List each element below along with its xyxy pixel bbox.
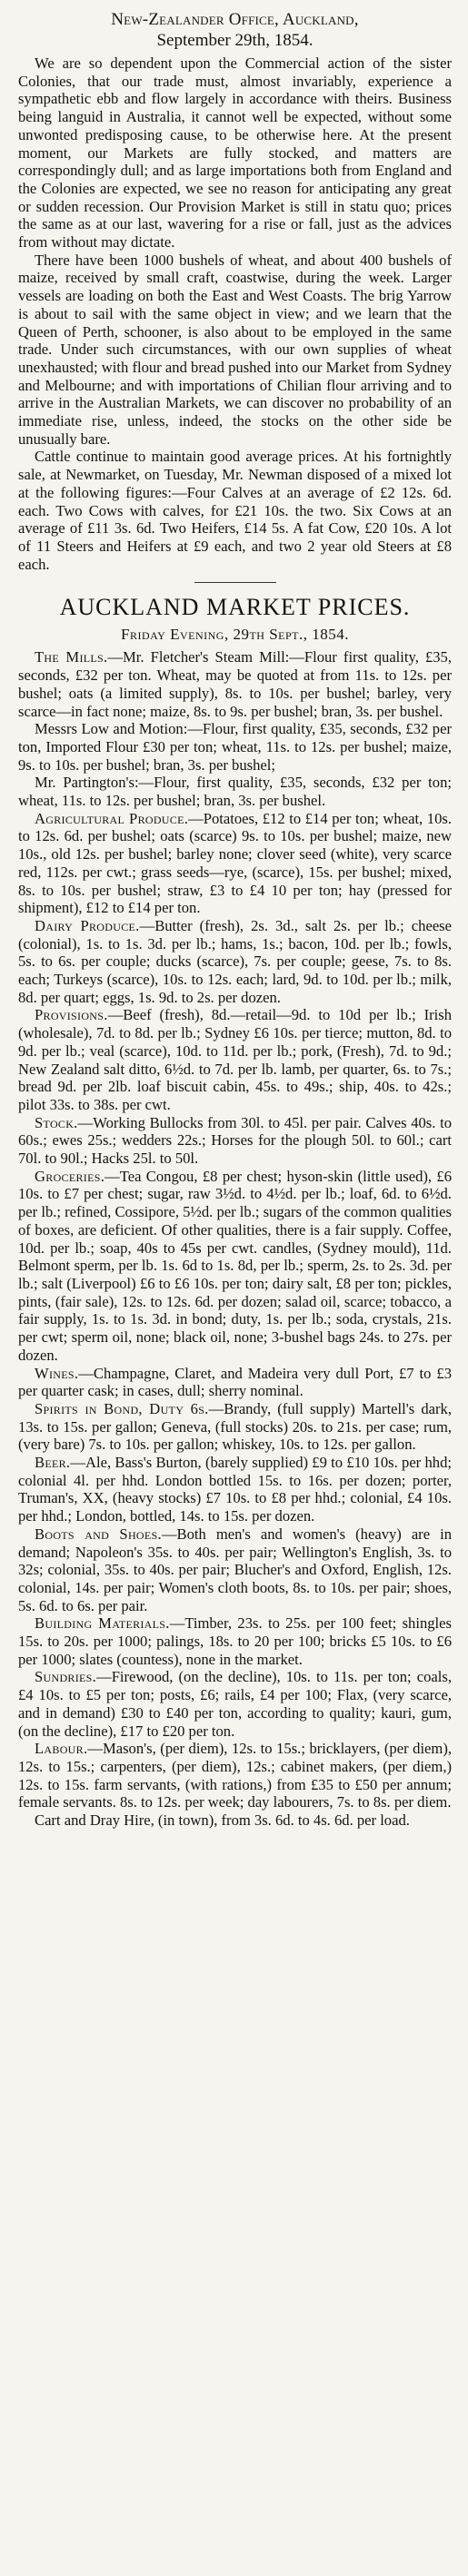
price-entry-stock [18, 1114, 452, 1168]
entry-text: —Firewood, (on the decline), 10s. to 11s. per ton; coals, £4 10s. to £5 per ton; posts, £6; rails, £4 per 100; Flax, (very scarce, and in demand) £30 to £40 per ton, according to quality; kauri, gum, (on the decline), £17 to £20 per ton. [18, 1668, 452, 1740]
entry-label: Labour. [35, 1740, 88, 1758]
price-entry-sundries [18, 1668, 452, 1740]
price-entry-labour [18, 1740, 452, 1811]
price-entry-dairy-produce [18, 917, 452, 1007]
price-entry-provisions [18, 1006, 452, 1113]
entry-text: —Potatoes, £12 to £14 per ton; wheat, 10s. to 12s. 6d. per bushel; oats (scarce) 9s. to 10s. per bushel; maize, new 10s., old 12s. per bushel; barley none; clover seed (white), very scarce red, 112s. per cwt.; grass seeds—rye, (scarce), 15s. per bushel; mixed, 8s. to 10s. per bushel; straw, £3 to £4 10 per ton; hay (pressed for shipment), £12 to £14 per ton. [18, 809, 453, 917]
price-entry-low-and-motion [18, 720, 452, 774]
market-prices-heading: AUCKLAND MARKET PRICES. [59, 594, 411, 621]
entry-label: Beer. [35, 1454, 71, 1472]
entry-text: —Mason's, (per diem), 12s. to 15s.; bricklayers, (per diem), 12s. to 15s.; carpenters, (per diem), 12s.; cabinet makers, (per diem,) 12s. to 15s. farm servants, (with rations,) from £35 to £50 per annum; female servants. 8s. to 12s. per week; day labourers, 7s. to 8s. per diem. [18, 1740, 452, 1811]
price-entry-cart-hire [18, 1811, 452, 1830]
entry-label: Groceries. [35, 1167, 105, 1185]
market-price-list [18, 648, 452, 1829]
commercial-paragraph: We are so dependent upon the Commercial action of the sister Colonies, that our trade must, almost invariably, experience a sympathetic ebb and flow largely in accordance with theirs. Business being languid in Australia, it cannot well be expected, without some unwonted predisposing cause, to be otherwise here. At the present moment, our Markets are fully stocked, and matters are correspondingly dull; and as large importations both from England and the Colonies are expected, we see no reason for anticipating any great or sudden recession. Our Provision Market is still in statu quo; prices the same as at our last, wavering for a rise or fall, just as the advices from without may dictate. [18, 54, 452, 252]
entry-label: Building Materials. [35, 1614, 170, 1633]
entry-text: —Champagne, Claret, and Madeira very dull Port, £7 to £3 per quarter cask; in cases, dull; sherry nominal. [18, 1364, 452, 1400]
entry-text: Messrs Low and Motion:—Flour, first quality, £35, seconds, £32 per ton, Imported Flour £30 per ton; wheat, 11s. to 12s. per bushel; maize, 9s. to 10s. per bushel; bran, 3s. per bushel; [18, 720, 452, 774]
entry-label: Wines. [35, 1364, 79, 1382]
entry-text: —Brandy, (full supply) Martell's dark, 13s. to 15s. per gallon; Geneva, (full stocks) 20s. to 21s. per case; rum, (very bare) 7s. to 10s. per gallon; whiskey, 10s. to 12s. per gallon. [18, 1399, 452, 1454]
section-divider [194, 582, 276, 583]
price-entry-mills [18, 648, 452, 720]
entry-text: —Mr. Fletcher's Steam Mill:—Flour first quality, £35, seconds, £32 per ton. Wheat, may be quoted at from 11s. to 12s. per bushel; oats (a limited supply), 8s. to 10s. per bushel; barley, very scarce—in fact none; maize, 8s. to 9s. per bushel; bran, 3s. per bushel. [18, 648, 452, 720]
entry-label: Spirits in Bond, Duty 6s. [35, 1399, 209, 1417]
entry-text: —Butter (fresh), 2s. 3d., salt 2s. per lb.; cheese (colonial), 1s. to 1s. 3d. per lb.; hams, 1s.; bacon, 10d. per lb.; fowls, 5s. to 6s. per couple; ducks (scarce), 7s. per couple; geese, 7s. to 8s. each; Turkeys (scarce), 10s. to 12s. each; lard, 9d. to 10d. per lb.; milk, 8d. per quart; eggs, 1s. 9d. to 2s. per dozen. [18, 916, 453, 1006]
entry-text: Cart and Dray Hire, (in town), from 3s. 6d. to 4s. 6d. per load. [35, 1811, 410, 1830]
entry-label: Agricultural Produce. [35, 809, 189, 827]
entry-text: —Beef (fresh), 8d.—retail—9d. to 10d per lb.; Irish (wholesale), 7d. to 8d. per lb.; Sydney £6 10s. per tierce; mutton, 8d. to 9d. per lb.; veal (scarce), 10d. to 11d. per lb.; pork, (Fresh), 7d. to 9d.; New Zealand salt ditto, 6½d. to 7d. per lb. lamb, per quarter, 6s. to 7s.; bread 9d. per 2lb. loaf biscuit cabin, 45s. to 49s.; ship, 40s. to 42s.; pilot 33s. to 38s. per cwt. [18, 1006, 452, 1113]
price-entry-groceries [18, 1168, 452, 1365]
dateline-date: September 29th, 1854. [156, 31, 314, 50]
price-entry-beer [18, 1454, 452, 1525]
price-entry-boots-and-shoes [18, 1525, 452, 1615]
entry-label: Provisions. [35, 1006, 108, 1024]
entry-text: —Both men's and women's (heavy) are in demand; Napoleon's 35s. to 40s. per pair; Wellington's English, 3s. to 32s; colonial, 35s. to 40s. per pair; Blucher's and Oxford, English, 12s. colonial, 14s. per pair; Women's cloth boots, 8s. to 10s. per pair; shoes, 5s. 6d. to 6s. per pair. [18, 1525, 452, 1614]
entry-label: The Mills. [35, 648, 108, 666]
price-entry-partington [18, 774, 452, 809]
price-entry-wines [18, 1365, 452, 1400]
dateline [18, 9, 452, 51]
entry-label: Boots and Shoes. [35, 1525, 162, 1543]
entry-text: —Tea Congou, £8 per chest; hyson-skin (little used), £6 10s. to £7 per chest; sugar, raw 3½d. to 4½d. per lb.; loaf, 6d. to 6½d. per lb.; refined, Cossipore, 5½d. per lb.; sugars of the common qualities of boxes, are deficient. Of other qualities, there is a fair supply. Coffee, 10d. per lb.; soap, 40s to 45s per cwt. candles, (Sydney mould), 11d. Belmont sperm, per lb. 1s. 6d to 1s. 8d, per lb.; sperm, 2s. to 2s. 3d. per lb.; salt (Liverpool) £6 to £6 10s. per ton; dairy salt, £8 per ton; pickles, pints, (fair sale), 12s. to 12s. 6d. per dozen; salad oil, scarce; tobacco, a fair supply, 1s. to 1s. 3d. in bond; duty, 1s. per lb.; soda, crystals, 21s. per cwt; sperm oil, none; black oil, none; 3-bushel bags 24s. to 27s. per dozen. [18, 1167, 452, 1364]
entry-label: Stock. [35, 1113, 78, 1131]
entry-text: Mr. Partington's:—Flour, first quality, £35, seconds, £32 per ton; wheat, 11s. to 12s. per bushel; bran, 3s. per bushel. [18, 774, 452, 810]
price-entry-agricultural-produce [18, 810, 452, 917]
commercial-paragraph: There have been 1000 bushels of wheat, and about 400 bushels of maize, received by small craft, coastwise, during the week. Larger vessels are loading on both the East and West Coasts. The brig Yarrow is about to sail with the same object in view; and we learn that the Queen of Perth, schooner, is also about to be employed in the same trade. Under such circumstances, with our own supplies of wheat unexhausted; with flour and bread pushed into our Market from Sydney and Melbourne; and with importations of Chilian flour arriving and to arrive in the Australian Markets, we can discover no probability of an immediate rise, unless, indeed, the stocks on the other side be unusually bare. [18, 251, 452, 448]
price-entry-spirits [18, 1400, 452, 1454]
commercial-paragraph: Cattle continue to maintain good average prices. At his fortnightly sale, at Newmarket, on Tuesday, Mr. Newman disposed of a mixed lot at the following figures:—Four Calves at an average of £2 12s. 6d. each. Two Cows with calves, for £21 10s. the two. Six Cows at an average of £11 3s. 6d. Two Heifers, £14 5s. A fat Cow, £20 10s. A lot of 11 Steers and Heifers at £9 each, and two 2 year old Steers at £8 each. [18, 448, 452, 573]
entry-label: Sundries. [35, 1668, 97, 1686]
entry-text: —Timber, 23s. to 25s. per 100 feet; shingles 15s. to 20s. per 1000; palings, 18s. to 20 per 100; bricks £5 10s. to £6 per 1000; slates (countess), none in the market. [18, 1614, 452, 1668]
entry-label: Dairy Produce. [35, 916, 140, 934]
entry-text: —Working Bullocks from 30l. to 45l. per pair. Calves 40s. to 60s.; ewes 25s.; wedders 22s.; Horses for the plough 50l. to 60l.; cart 70l. to 90l.; Hacks 25l. to 50l. [18, 1113, 452, 1168]
dateline-office: New-Zealander Office, Auckland, [111, 10, 359, 29]
entry-text: —Ale, Bass's Burton, (barely supplied) £9 to £10 10s. per hhd; colonial 4l. per hhd. London bottled 15s. to 16s. per dozen; porter, Truman's, XX, (heavy stocks) £7 10s. to £8 per hhd.; colonial, £4 10s. per hhd.; London, bottled, 14s. to 15s. per dozen. [18, 1454, 452, 1525]
market-prices-date: Friday Evening, 29th Sept., 1854. [120, 626, 349, 644]
price-entry-building-materials [18, 1614, 452, 1668]
commercial-report [18, 54, 452, 573]
